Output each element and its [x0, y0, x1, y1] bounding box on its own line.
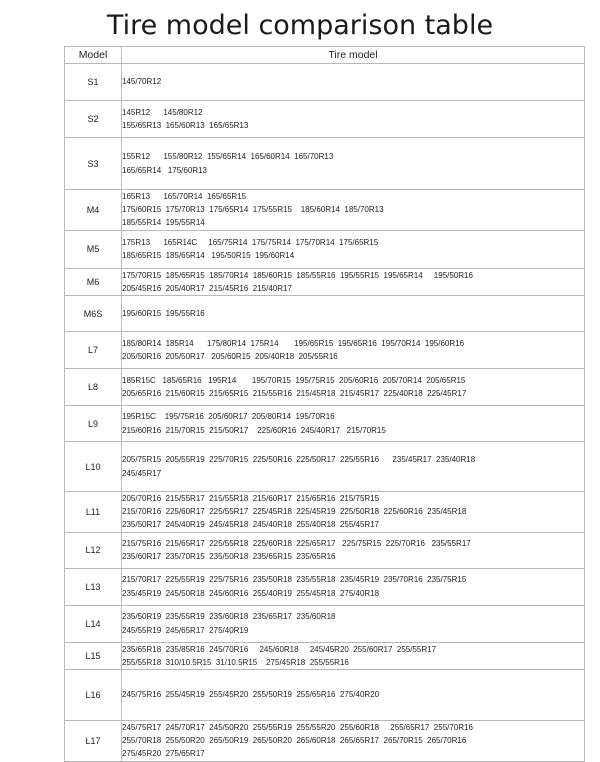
tire-size-line: 235/65R18 235/85R16 245/70R16 245/60R18 245/45R20 255/60R17 255/55R17 [122, 644, 437, 654]
tire-sizes-cell [122, 101, 585, 138]
tire-size-line: 245/75R16 255/45R19 255/45R20 255/50R19 255/65R16 275/40R20 [122, 690, 380, 700]
model-cell: L11 [65, 492, 122, 533]
tire-size-line: 145/70R12 [122, 77, 162, 87]
tire-sizes-cell [122, 721, 585, 762]
table-row [65, 332, 585, 369]
table-row [65, 101, 585, 138]
tire-sizes-cell [122, 492, 585, 533]
tire-size-line: 165/65R14 175/60R13 [122, 165, 207, 175]
table-row [65, 406, 585, 442]
tire-size-line: 255/55R18 310/10.5R15 31/10.5R15 275/45R18 255/55R16 [122, 657, 349, 667]
model-cell: M5 [65, 230, 122, 268]
table-body [65, 64, 585, 762]
table-header-row [65, 47, 585, 64]
tire-sizes-cell [122, 64, 585, 101]
model-cell: S1 [65, 64, 122, 101]
tire-size-line: 205/75R15 205/55R19 225/70R15 225/50R16 225/50R17 225/55R16 235/45R17 235/40R18 [122, 455, 476, 465]
table-row [65, 230, 585, 268]
table-row [65, 721, 585, 762]
model-cell: L9 [65, 406, 122, 442]
tire-size-line: 175R13 165R14C 165/75R14 175/75R14 175/70R14 175/65R15 [122, 237, 379, 247]
page-title: Tire model comparison table [106, 10, 494, 41]
tire-size-line: 195R15C 195/75R16 205/60R17 205/80R14 195/70R16 [122, 412, 335, 422]
tire-size-line: 195/60R15 195/55R16 [122, 308, 205, 318]
table-row [65, 369, 585, 406]
table-row [65, 268, 585, 295]
tire-sizes-cell [122, 369, 585, 406]
tire-sizes-cell [122, 532, 585, 568]
table-row [65, 64, 585, 101]
tire-size-line: 185/80R14 185R14 175/80R14 175R14 195/65R15 195/65R16 195/70R14 195/60R16 [122, 338, 465, 348]
tire-size-line: 175/70R15 185/65R15 185/70R14 185/60R15 185/55R16 195/55R15 195/65R14 195/50R16 [122, 270, 473, 280]
table-row [65, 532, 585, 568]
tire-size-line: 205/65R16 215/60R15 215/65R15 215/55R16 215/45R18 215/45R17 225/40R18 225/45R17 [122, 389, 467, 399]
model-cell: L10 [65, 442, 122, 492]
tire-sizes-cell [122, 190, 585, 231]
tire-size-line: 205/45R16 205/40R17 215/45R16 215/40R17 [122, 283, 292, 293]
tire-size-line: 215/75R16 215/65R17 225/55R18 225/60R18 225/65R17 225/75R15 225/70R16 235/55R17 [122, 538, 471, 548]
tire-size-line: 245/75R17 245/70R17 245/50R20 255/55R19 255/55R20 255/60R18 255/65R17 255/70R16 [122, 723, 473, 733]
tire-sizes-cell [122, 138, 585, 190]
tire-size-line: 275/45R20 275/65R17 [122, 749, 205, 759]
tire-sizes-cell [122, 268, 585, 295]
tire-size-line: 175/60R15 175/70R13 175/65R14 175/55R15 185/60R14 185/70R13 [122, 205, 384, 215]
tire-size-line: 245/55R19 245/65R17 275/40R19 [122, 625, 249, 635]
tire-sizes-cell [122, 642, 585, 669]
tire-sizes-cell [122, 406, 585, 442]
tire-comparison-table [64, 46, 585, 762]
tire-sizes-cell [122, 605, 585, 642]
tire-size-line: 235/50R19 235/55R19 235/60R18 235/65R17 235/60R18 [122, 612, 336, 622]
tire-sizes-cell [122, 296, 585, 332]
tire-size-line: 185/65R15 185/65R14 195/50R15 195/60R14 [122, 251, 295, 261]
tire-sizes-cell [122, 230, 585, 268]
model-cell: L16 [65, 670, 122, 721]
table-row [65, 138, 585, 190]
model-cell: L7 [65, 332, 122, 369]
model-cell: L12 [65, 532, 122, 568]
tire-size-line: 185/55R14 195/55R14 [122, 218, 205, 228]
tire-size-line: 155R12 155/80R12 155/65R14 165/60R14 165/70R13 [122, 152, 334, 162]
table-row [65, 605, 585, 642]
tire-size-line: 235/60R17 235/70R15 235/50R18 235/65R15 235/65R16 [122, 552, 336, 562]
table-row [65, 670, 585, 721]
model-cell: L17 [65, 721, 122, 762]
table-row [65, 442, 585, 492]
tire-size-line: 235/50R17 245/40R19 245/45R18 245/40R18 255/40R18 255/45R17 [122, 520, 380, 530]
tire-sizes-cell [122, 442, 585, 492]
model-cell: L13 [65, 568, 122, 605]
tire-size-line: 145R12 145/80R12 [122, 107, 203, 117]
tire-size-line: 205/70R16 215/55R17 215/55R18 215/60R17 215/65R16 215/75R15 [122, 494, 380, 504]
model-cell: S2 [65, 101, 122, 138]
tire-sizes-cell [122, 670, 585, 721]
tire-size-line: 215/60R16 215/70R15 215/50R17 225/60R16 245/40R17 215/70R15 [122, 425, 386, 435]
tire-size-line: 215/70R16 225/60R17 225/55R17 225/45R18 225/45R19 225/50R18 225/60R16 235/45R18 [122, 507, 467, 517]
model-cell: M6S [65, 296, 122, 332]
column-header-model: Model [65, 47, 122, 64]
model-cell: M6 [65, 268, 122, 295]
tire-size-line: 235/45R19 245/50R18 245/60R16 255/40R19 255/45R18 275/40R18 [122, 588, 380, 598]
table-row [65, 296, 585, 332]
tire-size-line: 185R15C 185/65R16 195R14 195/70R15 195/75R15 205/60R16 205/70R14 205/65R15 [122, 375, 466, 385]
table-row [65, 190, 585, 231]
tire-size-line: 165R13 165/70R14 165/65R15 [122, 192, 247, 201]
model-cell: L8 [65, 369, 122, 406]
tire-size-line: 215/70R17 225/55R19 225/75R16 235/50R18 235/55R18 235/45R19 235/70R16 235/75R15 [122, 575, 467, 585]
tire-size-line: 255/70R18 255/50R20 265/50R19 265/50R20 265/60R18 265/65R17 265/70R15 265/70R16 [122, 736, 467, 746]
tire-size-line: 205/50R16 205/50R17 205/60R15 205/40R18 205/55R16 [122, 352, 338, 362]
table-row [65, 642, 585, 669]
model-cell: S3 [65, 138, 122, 190]
model-cell: L14 [65, 605, 122, 642]
tire-size-line: 245/45R17 [122, 468, 162, 478]
column-header-tire-model: Tire model [122, 47, 585, 64]
model-cell: M4 [65, 190, 122, 231]
model-cell: L15 [65, 642, 122, 669]
tire-sizes-cell [122, 332, 585, 369]
table-row [65, 492, 585, 533]
tire-size-line: 155/65R13 165/60R13 165/65R13 [122, 121, 249, 130]
